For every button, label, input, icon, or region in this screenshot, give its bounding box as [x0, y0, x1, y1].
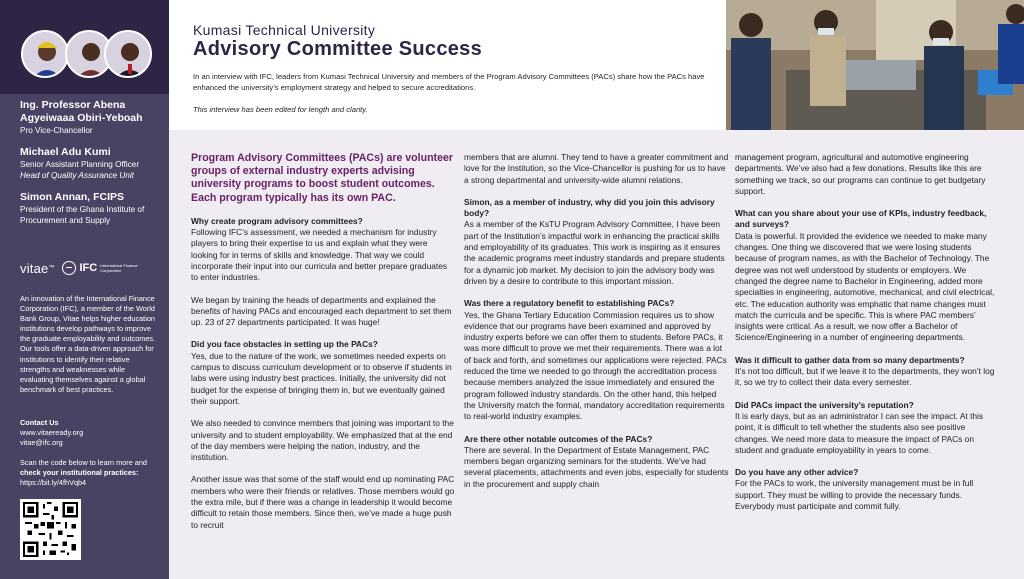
avatar-abena — [21, 30, 69, 78]
avatar-simon — [104, 30, 152, 78]
answer: Another issue was that some of the staff would end up nominating PAC members who were their friends or relatives. Those members would go the extra mile, but if there was a change in leadership it would become difficult to retain those members. Since then, we’ve made a huge push to recruit — [191, 474, 455, 530]
qa-block — [191, 216, 455, 284]
ifc-logo: IFC — [79, 262, 98, 274]
question: Do you have any other advice? — [735, 467, 859, 478]
qa-block — [464, 152, 730, 186]
question: Did you face obstacles in setting up the PACs? — [191, 339, 378, 350]
person-name: Simon Annan, FCIPS — [20, 191, 125, 203]
contact-heading: Contact Us — [20, 418, 59, 427]
answer: members that are alumni. They tend to have a greater commitment and love for the Institution, so the Vice-Chancellor is pushing for us to have a strong departmental and university-wide alumni relations. — [464, 152, 729, 185]
qa-block — [735, 467, 1000, 512]
qa-block — [735, 400, 1000, 456]
vitae-logo: vitae — [20, 260, 49, 276]
qa-block — [191, 339, 455, 407]
qa-block — [464, 298, 730, 422]
qa-block — [191, 418, 455, 463]
answer: It’s not too difficult, but if we leave it to the departments, they won’t log it, so we try to collect their data every semester. — [735, 366, 995, 388]
question: Did PACs impact the university’s reputation? — [735, 399, 914, 410]
person-michael — [20, 146, 160, 181]
qa-block — [735, 208, 1000, 344]
article-body — [169, 130, 1024, 579]
answer: Yes, due to the nature of the work, we sometimes needed experts on campus to discuss curriculum development or to observe if students in labs were using industry best practices. Initially, the university did not budget for the expense of bringing them in, but we eventually gained their support. — [191, 350, 452, 406]
answer: As a member of the KsTU Program Advisory Committee, I have been part of the Institution’s impactful work in enhancing the practical skills and employability of its graduates. This work is inspiring as it ensures the academic programs meet industry standards and prepare students for a dynamic job market. My decision to join the advisory body was driven by a desire to contribute to this important mission. — [464, 219, 725, 286]
trademark-mark: ™ — [48, 265, 55, 271]
answer: It is early days, but as an administrator I can see the impact. At this point, it is difficult to tell whether the students also see positive changes. We need more data to measure the impact of PACs on student and graduate employability in years to come. — [735, 410, 984, 455]
header — [169, 0, 726, 130]
world-bank-globe-icon — [62, 261, 76, 275]
person-role-secondary: Head of Quality Assurance Unit — [20, 171, 134, 180]
workshop-photo — [726, 0, 1024, 130]
question: What can you share about your use of KPIs, industry feedback, and surveys? — [735, 208, 987, 230]
qa-block — [735, 355, 1000, 389]
ifc-logo-subtitle: International Finance Corporation — [100, 263, 138, 273]
answer: Data is powerful. It provided the evidence we needed to make many changes. One thing we discovered that we were losing students because of program names, as with the Bachelor of Technology. The degree was not well understood by students or employers. We changed the degree name to Bachelor in Engineering, added more specialties in engineering, automotive, mechanical, and civil electrical, etc. The education authority was emphatic that name changes must match the curricula and be specific. This is where PAC members’ insights were critical. As a result, we now offer a Bachelor of Science/Engineering in a number of engineering departments. — [735, 230, 995, 343]
question: Why create program advisory committees? — [191, 215, 363, 226]
lead-paragraph: Program Advisory Committees (PACs) are volunteer groups of external industry experts advising university programs to boost student outcomes. Each program typically has its own PAC. — [191, 152, 453, 204]
person-abena — [20, 99, 160, 136]
qa-block — [735, 152, 1000, 197]
qa-block — [191, 474, 455, 530]
answer: Following IFC’s assessment, we needed a mechanism for industry players to bring their expertise to us and explain what they were looking for in terms of skills and knowledge. That way we could incorporate their input into our curricula and better prepare graduates to enter industries. — [191, 227, 448, 283]
qa-block — [191, 295, 455, 329]
answer: Yes, the Ghana Tertiary Education Commission requires us to show evidence that our programs have been examined and approved by industry experts before we can offer them to students. Before PACs, it was more difficult to prove we met their requirements. There was a lot of back and forth, and sometimes our applications were rejected. PACs reduced the time we needed to go through the accreditation process because members analyzed the issue immediately and ensured the program followed industry standards. On the other hand, this helped the University match the formal, mandatory accreditation requirements to real-world industry examples. — [464, 309, 727, 422]
person-role: Pro Vice-Chancellor — [20, 126, 93, 135]
person-role: Senior Assistant Planning Officer — [20, 160, 140, 169]
article-column-1 — [191, 152, 455, 542]
scan-instructions — [20, 458, 158, 488]
qr-code[interactable] — [20, 499, 81, 560]
person-simon — [20, 191, 160, 226]
qa-block — [464, 197, 730, 287]
answer: management program, agricultural and automotive engineering departments. We’ve also had a few donations. Results like this are something we track, so our programs can continue to get budgetary support. — [735, 152, 986, 196]
question: Simon, as a member of industry, why did you join this advisory body? — [464, 196, 715, 219]
question: Are there other notable outcomes of the PACs? — [464, 433, 653, 444]
page-title: Advisory Committee Success — [193, 38, 483, 60]
article-column-3 — [735, 152, 1000, 523]
answer: We also needed to convince members that joining was important to the university and to student employability. We emphasized that at the end of the day members were helping the nation, industry, and the institution. — [191, 418, 454, 463]
scan-link[interactable]: https://bit.ly/4fhVqb4 — [20, 478, 87, 488]
contact-email-link[interactable]: vitae@ifc.org — [20, 438, 63, 448]
contact-block — [20, 418, 158, 448]
scan-text: Scan the code below to learn more and — [20, 458, 147, 467]
edited-note: This interview has been edited for length and clarity. — [193, 105, 368, 114]
interviewee-list — [20, 99, 160, 236]
portrait-band — [0, 0, 169, 94]
qa-block — [464, 434, 730, 490]
person-role: President of the Ghana Institute of Procurement and Supply — [20, 205, 145, 225]
intro-text: In an interview with IFC, leaders from Kumasi Technical University and members of the Program Advisory Committees (PACs) share how the PACs have enhanced the university’s employment strategy and helped to secure accreditations. — [193, 72, 705, 92]
question: Was there a regulatory benefit to establishing PACs? — [464, 298, 675, 309]
partner-logos — [20, 259, 160, 277]
contact-website-link[interactable]: www.vitaeready.org — [20, 428, 84, 438]
answer: We began by training the heads of departments and explained the benefits of having PACs and encouraged each department to set them up. 23 of 27 departments participated. It was huge! — [191, 294, 452, 328]
person-name: Ing. Professor Abena Agyeiwaaa Obiri-Yeboah — [20, 99, 143, 124]
question: Was it difficult to gather data from so many departments? — [735, 354, 965, 365]
answer: For the PACs to work, the university management must be in full support. They must be willing to provide the necessary funds. Everybody must participate and commit fully. — [735, 478, 974, 512]
answer: There are several. In the Department of Estate Management, PAC members began organizing seminars for the students. We’ve had several placements, attachments and even jobs, especially for students in the procurement and supply chain — [464, 444, 729, 489]
university-name: Kumasi Technical University — [193, 22, 376, 38]
scan-text-bold: check your institutional practices: — [20, 468, 139, 478]
sidebar — [0, 0, 169, 579]
about-vitae: An innovation of the International Finance Corporation (IFC), a member of the World Bank Group, Vitae helps higher education institutions develop pathways to improve the graduate employability and outcomes. Our tools offer a data-driven approach for institutions to identify their relative strengths and weaknesses while evaluating themselves against a global benchmark of best practices. — [20, 294, 156, 394]
person-name: Michael Adu Kumi — [20, 146, 111, 158]
article-column-2 — [464, 152, 730, 501]
